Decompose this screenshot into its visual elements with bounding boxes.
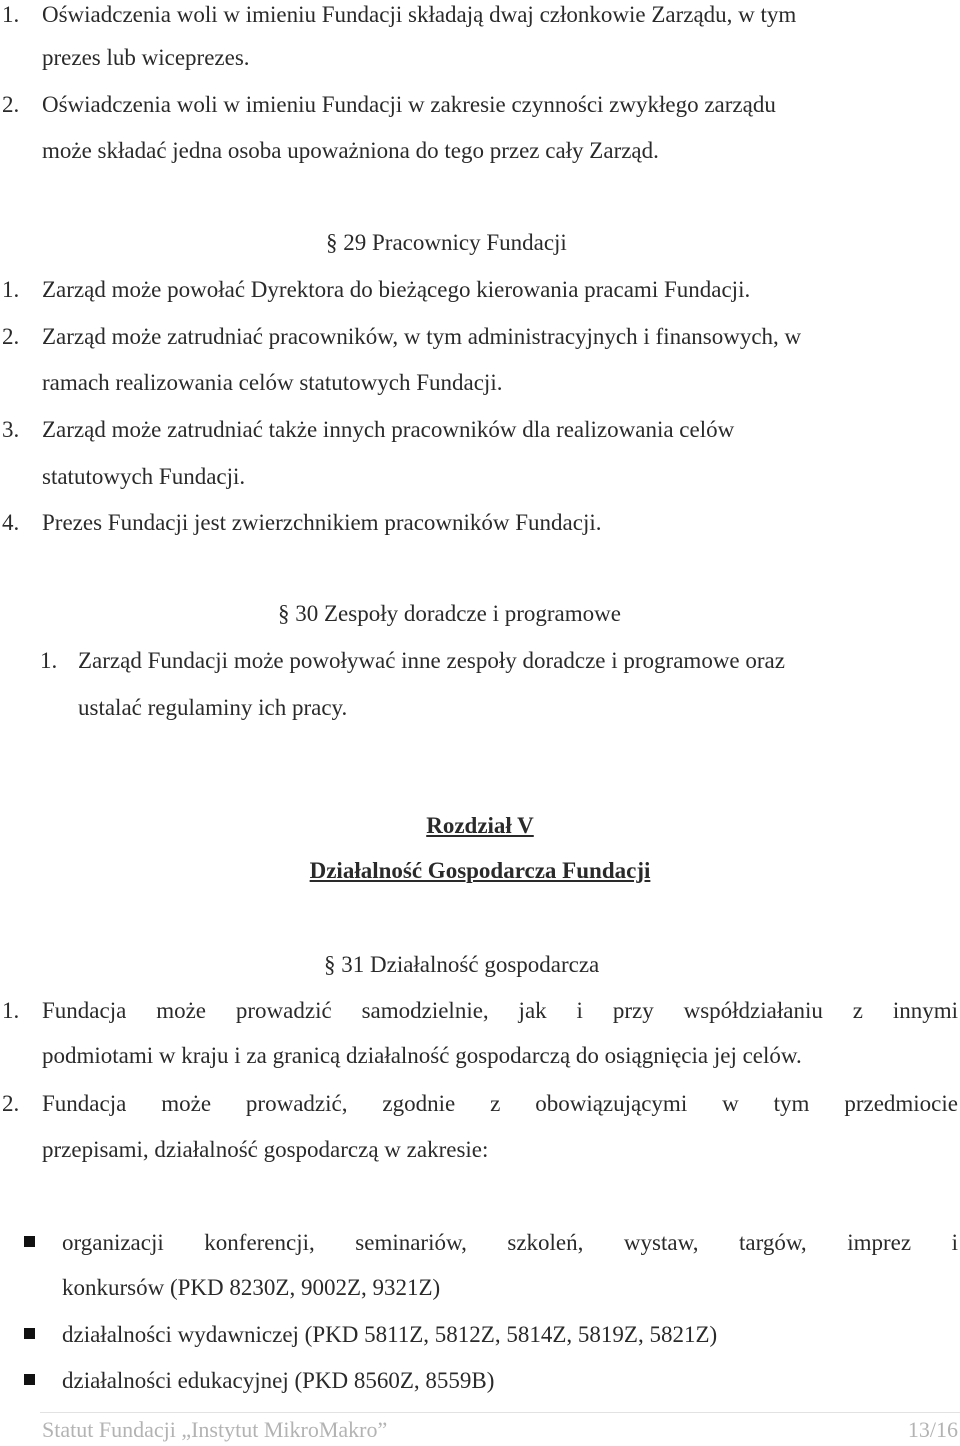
section-title: 31 Działalność gospodarcza [341,952,600,977]
bullet-item-line: konkursów (PKD 8230Z, 9002Z, 9321Z) [62,1275,441,1300]
paragraph-line: ramach realizowania celów statutowych Fundacji. [42,370,503,395]
bullet-square-icon [24,1236,35,1247]
section-title: 30 Zespoły doradcze i programowe [295,601,621,626]
paragraph-line: ustalać regulaminy ich pracy. [78,695,348,720]
paragraph-line: Zarząd może zatrudniać także innych pracowników dla realizowania celów [42,417,735,442]
paragraph-line: Zarząd Fundacji może powoływać inne zespoły doradcze i programowe oraz [78,648,785,673]
paragraph-line: może składać jedna osoba upoważniona do tego przez cały Zarząd. [42,138,659,163]
paragraph-line: Fundacja może prowadzić samodzielnie, jak i przy współdziałaniu z innymi [42,998,958,1023]
list-number: 2. [2,1091,20,1116]
paragraph-line: Fundacja może prowadzić, zgodnie z obowiązującymi w tym przedmiocie [42,1091,958,1116]
bullet-item-line: organizacji konferencji, seminariów, szkoleń, wystaw, targów, imprez i [62,1230,958,1255]
section-heading-30 [278,599,621,629]
section-sign: § [278,601,290,626]
footer-title: Statut Fundacji „Instytut MikroMakro” [42,1417,388,1442]
footer-page-number: 13/16 [907,1417,958,1442]
footer-divider [40,1412,960,1413]
paragraph-line: prezes lub wiceprezes. [42,45,250,70]
paragraph-line: Zarząd może zatrudniać pracowników, w tym administracyjnych i finansowych, w [42,324,802,349]
paragraph-line: Zarząd może powołać Dyrektora do bieżącego kierowania pracami Fundacji. [42,277,751,302]
list-number: 1. [40,648,58,673]
section-sign: § [326,230,338,255]
list-number: 2. [2,324,20,349]
chapter-heading: Rozdział V [426,813,534,838]
bullet-item-line: działalności edukacyjnej (PKD 8560Z, 8559B) [62,1368,495,1393]
paragraph-line: statutowych Fundacji. [42,464,246,489]
list-number: 3. [2,417,20,442]
list-number: 2. [2,92,20,117]
paragraph-line: przepisami, działalność gospodarczą w zakresie: [42,1137,489,1162]
section-sign: § [324,952,336,977]
paragraph-line: Oświadczenia woli w imieniu Fundacji składają dwaj członkowie Zarządu, w tym [42,2,797,27]
section-title: 29 Pracownicy Fundacji [343,230,567,255]
bullet-square-icon [24,1328,35,1339]
bullet-square-icon [24,1374,35,1385]
list-number: 4. [2,510,20,535]
paragraph-line: podmiotami w kraju i za granicą działalność gospodarczą do osiągnięcia jej celów. [42,1043,802,1068]
section-heading-31 [324,950,599,980]
list-number: 1. [2,998,20,1023]
paragraph-line: Oświadczenia woli w imieniu Fundacji w zakresie czynności zwykłego zarządu [42,92,776,117]
list-number: 1. [2,2,20,27]
list-number: 1. [2,277,20,302]
paragraph-line: Prezes Fundacji jest zwierzchnikiem pracowników Fundacji. [42,510,602,535]
bullet-item-line: działalności wydawniczej (PKD 5811Z, 5812Z, 5814Z, 5819Z, 5821Z) [62,1322,718,1347]
chapter-subheading: Działalność Gospodarcza Fundacji [309,858,651,883]
section-heading-29 [326,228,567,258]
